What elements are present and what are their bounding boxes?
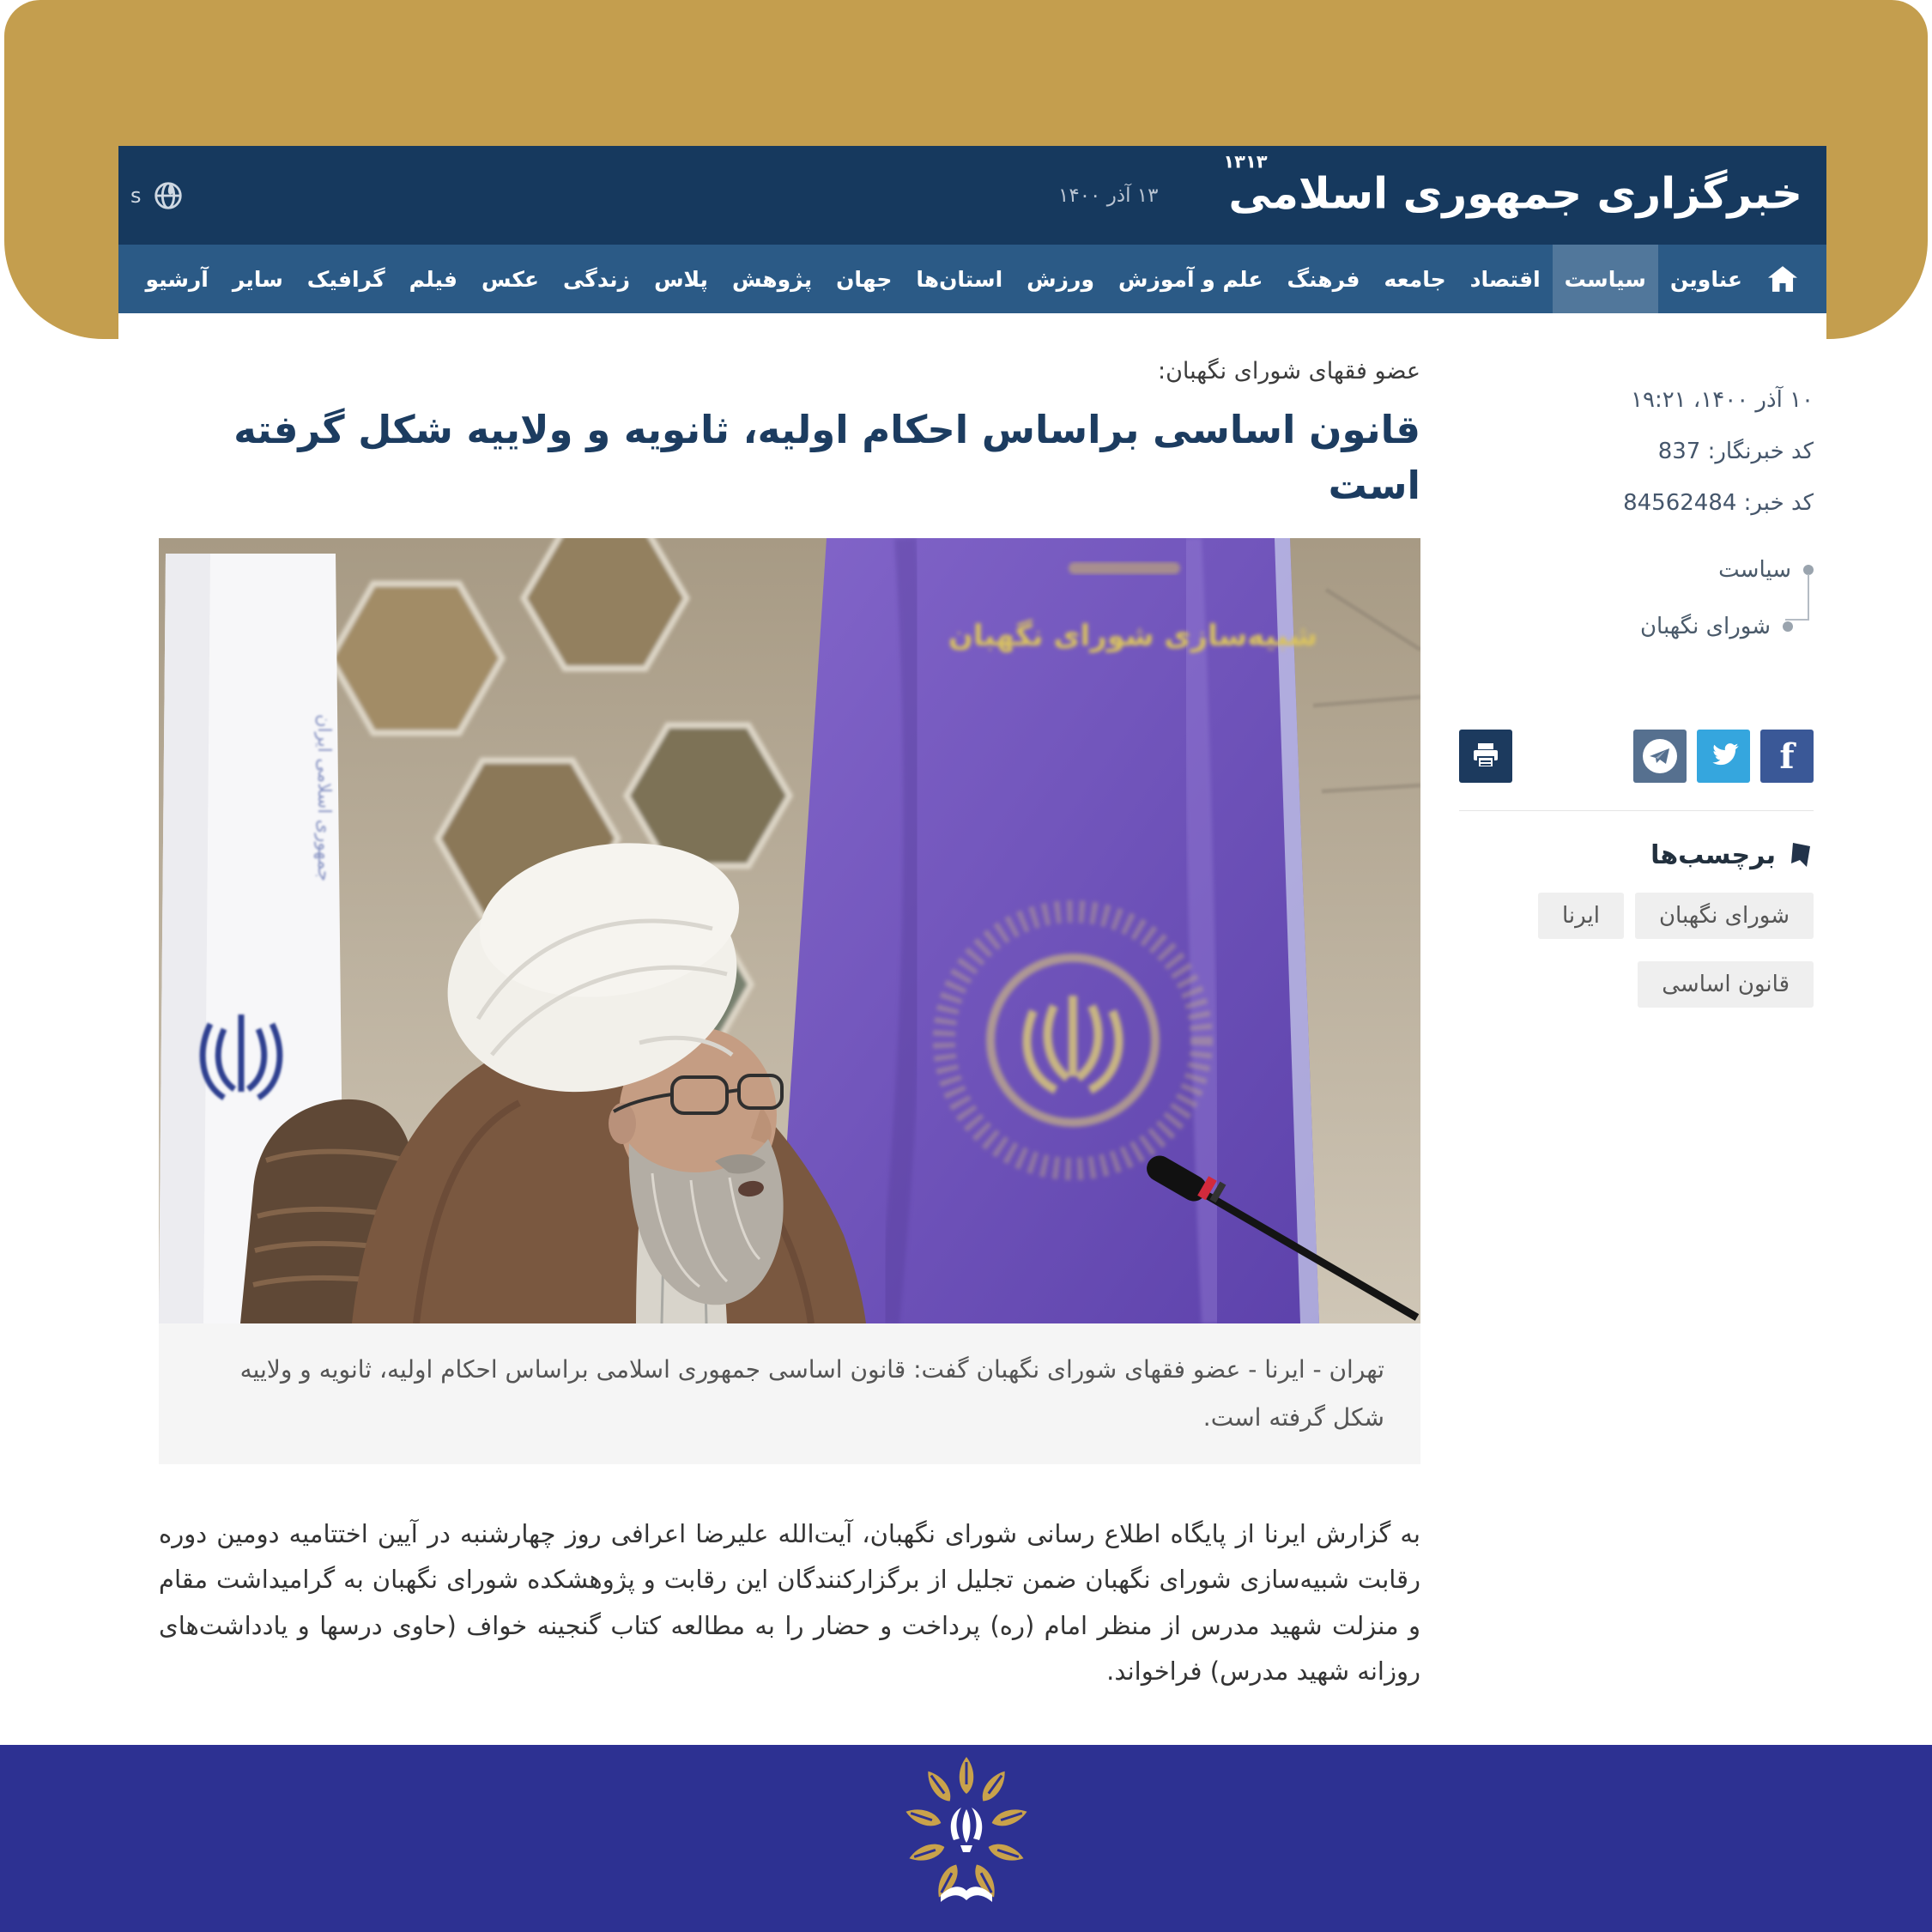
main-nav: [118, 245, 1826, 313]
printer-icon: [1472, 743, 1499, 769]
globe-icon: [152, 179, 185, 212]
banner-text: شبیه‌سازی شورای نگهبان: [948, 618, 1318, 653]
nav-item-sayer[interactable]: سایر: [232, 266, 283, 292]
irna-footer-emblem: [885, 1757, 1048, 1920]
breadcrumb-link-politics[interactable]: سیاست: [1718, 557, 1791, 583]
tags-header: [1459, 840, 1814, 870]
article-body: به گزارش ایرنا از پایگاه اطلاع رسانی شورای نگهبان، آیت‌الله علیرضا اعرافی روز چهارشنبه در آیین اختتامیه دومین دوره رقابت شبیه‌سازی شورای نگهبان ضمن تجلیل از برگزارکنندگان این رقابت و پژوهشکده شورای نگهبان به گرامیداشت مقام و منزلت شهید مدرس از منظر امام (ره) پرداخت و حضار را به مطالعه کتاب گنجینه خواف (حاوی درسها و یادداشت‌های روزانه شهید مدرس) فراخواند.: [159, 1518, 1420, 1687]
irna-logo[interactable]: [1223, 151, 1802, 219]
article-sidebar: [1459, 358, 1814, 1720]
nav-item-jahan[interactable]: جهان: [836, 266, 893, 292]
nav-item-pajoohesh[interactable]: پژوهش: [731, 266, 813, 292]
nav-item-zendegi[interactable]: زندگی: [563, 266, 631, 292]
nav-item-aks[interactable]: عکس: [481, 266, 539, 292]
header-date: ۱۳ آذر ۱۴۰۰: [1058, 184, 1159, 207]
irna-logo-year: ۱۳۱۳: [1223, 151, 1268, 173]
facebook-share-button[interactable]: [1760, 730, 1814, 783]
article-title: قانون اساسی براساس احکام اولیه، ثانویه و ولاییه شکل گرفته است: [233, 407, 1420, 509]
article-photo: [159, 538, 1420, 1323]
tag-guardian-council[interactable]: شورای نگهبان: [1635, 893, 1814, 939]
irna-logo-text: خبرگزاری جمهوری اسلامی: [1228, 168, 1802, 219]
article-meta: [1459, 358, 1814, 516]
nav-item-varzesh[interactable]: ورزش: [1027, 266, 1094, 292]
nav-item-jamee[interactable]: جامعه: [1384, 266, 1446, 292]
news-code: کد خبر: 84562484: [1623, 490, 1814, 516]
twitter-icon: [1707, 742, 1740, 770]
nav-item-film[interactable]: فیلم: [409, 266, 458, 292]
nav-item-farhang[interactable]: فرهنگ: [1287, 266, 1360, 292]
nav-item-siasat[interactable]: سیاست: [1553, 245, 1658, 313]
bookmark-icon: [1788, 841, 1814, 870]
svg-text:جمهوری اسلامی ایران: جمهوری اسلامی ایران: [314, 713, 335, 881]
telegram-icon: [1642, 738, 1678, 774]
footer-band: [0, 1745, 1932, 1932]
publish-datetime: ۱۰ آذر ۱۴۰۰، ۱۹:۲۱: [1631, 387, 1814, 413]
nav-item-ostanha[interactable]: استان‌ها: [916, 266, 1003, 292]
browser-page: [118, 146, 1826, 1745]
share-toolbar: [1459, 730, 1814, 783]
article-main: [159, 358, 1420, 1720]
reporter-code: کد خبرنگار: 837: [1657, 439, 1814, 464]
tag-constitution[interactable]: قانون اساسی: [1638, 961, 1814, 1008]
breadcrumb-link-guardian-council[interactable]: شورای نگهبان: [1639, 614, 1771, 639]
breadcrumb-bullet-icon: [1783, 621, 1793, 632]
emblem-tulip: [950, 1808, 981, 1852]
twitter-share-button[interactable]: [1697, 730, 1750, 783]
nav-item-plus[interactable]: پلاس: [654, 266, 708, 292]
tag-irna[interactable]: ایرنا: [1538, 893, 1624, 939]
site-header: [118, 146, 1826, 245]
facebook-icon: f: [1779, 736, 1795, 777]
purple-banner: [775, 538, 1319, 1323]
tags-list: [1459, 893, 1814, 1008]
telegram-share-button[interactable]: [1633, 730, 1687, 783]
breadcrumb: [1459, 557, 1814, 673]
breadcrumb-item-guardian-council: [1640, 614, 1793, 639]
language-label: s: [130, 183, 142, 208]
language-switcher[interactable]: [130, 179, 185, 212]
nav-item-graphic[interactable]: گرافیک: [306, 266, 385, 292]
home-icon[interactable]: [1754, 245, 1811, 313]
nav-item-eghtesad[interactable]: اقتصاد: [1469, 266, 1541, 292]
content-area: [118, 313, 1826, 1720]
nav-item-elm[interactable]: علم و آموزش: [1117, 266, 1263, 292]
nav-item-archive[interactable]: آرشیو: [145, 266, 209, 292]
print-button[interactable]: [1459, 730, 1512, 783]
article-kicker: عضو فقهای شورای نگهبان:: [1157, 358, 1420, 385]
sidebar-divider: [1459, 810, 1814, 811]
photo-caption: تهران - ایرنا - عضو فقهای شورای نگهبان گفت: قانون اساسی جمهوری اسلامی براساس احکام اولیه، ثانویه و ولاییه شکل گرفته است.: [159, 1323, 1420, 1464]
nav-item-onavin[interactable]: عناوین: [1669, 266, 1742, 292]
tags-title: برچسب‌ها: [1650, 840, 1776, 870]
